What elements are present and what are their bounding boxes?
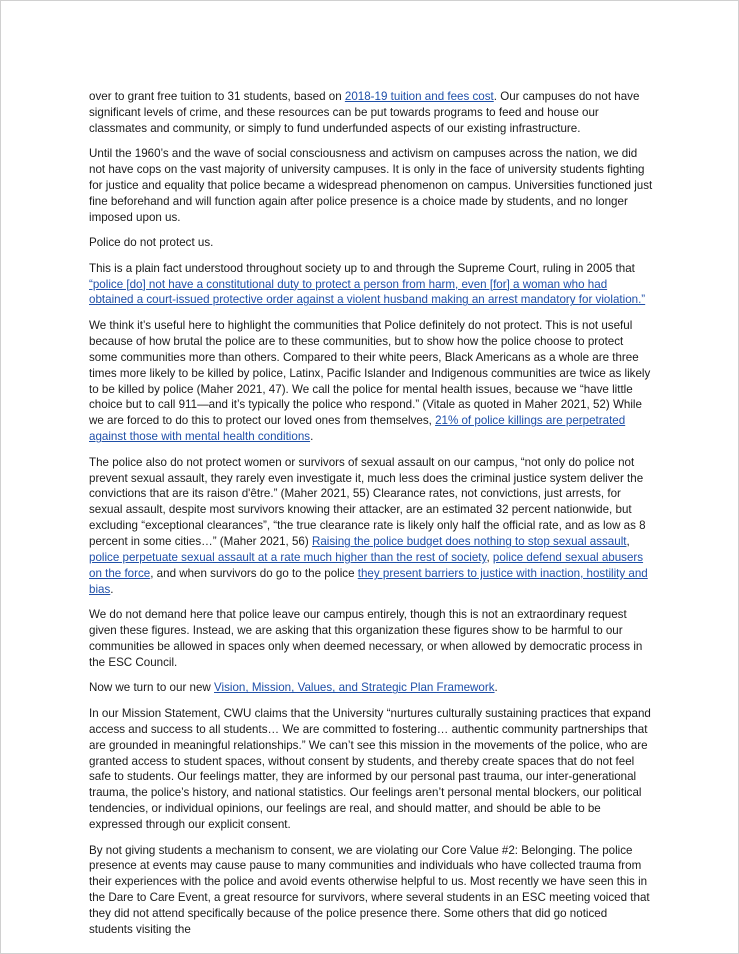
text: . — [110, 582, 114, 596]
document-body — [89, 89, 654, 948]
link-supreme-court-ruling[interactable]: “police [do] not have a constitutional duty to protect a person from harm, even [for] a woman who had obtained a court-issued protective order against a violent husband making an arrest mandatory for violation.” — [89, 277, 646, 307]
paragraph-mission-statement — [89, 706, 654, 833]
text: Police do not protect us. — [89, 236, 214, 250]
text: We think it’s useful here to highlight the communities that Police definitely do not protect. This is not useful because of how brutal the police are to these communities, but to show how the police choose to protect some communities more than others. Compared to their white peers, Black Americans as a whole are three times more likely to be killed by police, Latinx, Pacific Islander and Indigenous communities are twice as likely to be killed by police (Maher 2021, 47). We call the police for mental health issues, because we “have little choice but to call 911—and it’s typically the police who respond.” (Vitale as quoted in Maher 2021, 52) While we are forced to do this to protect our loved ones from themselves, — [89, 318, 651, 428]
paragraph-core-value — [89, 843, 654, 938]
text: Until the 1960’s and the wave of social consciousness and activism on campuses across the nation, we did not have cops on the vast majority of university campuses. It is only in the face of university students fighting for justice and equality that police became a widespread phenomenon on campus. Universities functioned just fine beforehand and will function again after police presence is a choice made by students, and no longer imposed upon us. — [89, 147, 653, 224]
text: , and when survivors do go to the police — [150, 566, 358, 580]
paragraph-demand — [89, 607, 654, 671]
text: , — [486, 551, 493, 565]
paragraph-sexual-assault — [89, 455, 654, 598]
link-police-defend-abusers[interactable]: police defend sexual abusers on the force — [89, 551, 644, 580]
text: over to grant free tuition to 31 students, based on — [89, 90, 345, 103]
text: , — [626, 535, 630, 549]
link-mental-health-killings[interactable]: 21% of police killings are perpetrated against those with mental health conditions — [89, 414, 626, 444]
text: In our Mission Statement, CWU claims that the University “nurtures culturally sustaining practices that expand access and success to all students… We are committed to fostering… authentic community partnerships that are grounded in meaningful relationships.” We can’t see this mission in the movements of the police, who are granted access to student spaces, without consent by students, and thereby create spaces that do not feel safe to students. Our feelings matter, they are informed by our personal past trauma, our inter-generational trauma, the police’s history, and national statistics. Our feelings aren’t personal mental blockers, our political tendencies, or individual opinions, our feelings are real, and should matter, and should be able to be expressed through our explicit consent. — [89, 706, 651, 832]
link-police-budget[interactable]: Raising the police budget does nothing to stop sexual assault — [311, 535, 627, 549]
link-strategic-plan-framework[interactable]: Vision, Mission, Values, and Strategic Plan Framework — [214, 681, 495, 695]
paragraph-supreme-court — [89, 261, 654, 309]
text: . — [494, 681, 498, 695]
paragraph-communities — [89, 318, 654, 445]
text: . Our campuses do not have significant levels of crime, and these resources can be put towards programs to feed and house our classmates and community, or simply to fund underfunded aspects of our existing infrastructure. — [89, 90, 640, 135]
paragraph-history — [89, 146, 654, 226]
text: Now we turn to our new — [89, 681, 215, 695]
link-barriers-to-justice[interactable]: they present barriers to justice with inaction, hostility and bias — [89, 566, 648, 596]
paragraph-framework — [89, 680, 654, 696]
link-police-perpetuate-assault[interactable]: police perpetuate sexual assault at a rate much higher than the rest of society — [89, 551, 487, 565]
text: . — [310, 430, 314, 444]
link-tuition-fees[interactable]: 2018-19 tuition and fees cost — [344, 90, 494, 103]
paragraph-tuition — [89, 89, 654, 137]
text: We do not demand here that police leave our campus entirely, though this is not an extraordinary request given these figures. Instead, we are asking that this organization these figures show to be harmful to our communities be allowed in spaces only when deemed necessary, or when allowed by democratic process in the ESC Council. — [89, 608, 643, 669]
text: This is a plain fact understood throughout society up to and through the Supreme Court, ruling in 2005 that — [89, 261, 635, 275]
paragraph-police-do-not-protect — [89, 235, 654, 251]
text: By not giving students a mechanism to consent, we are violating our Core Value #2: Belonging. The police presence at events may cause pause to many communities and individuals who have collected trauma from their experiences with the police and avoid events otherwise helpful to us. Most recently we have seen this in the Dare to Care Event, a great resource for survivors, where several students in an ESC meeting voiced that they did not attend specifically because of the police presence there. Some others that did go noticed students visiting the — [89, 843, 650, 937]
text: The police also do not protect women or survivors of sexual assault on our campus, “not only do police not prevent sexual assault, they rarely even investigate it, much less does the criminal justice system deliver the convictions that are its raison d'être.” (Maher 2021, 55) Clearance rates, not convictions, just arrests, for sexual assault, despite most survivors knowing their attacker, are an estimated 32 percent nationwide, but excluding “exceptional clearances”, “the true clearance rate is likely only half the official rate, and as low as 8 percent in some cities…” (Maher 2021, 56) — [89, 455, 646, 549]
